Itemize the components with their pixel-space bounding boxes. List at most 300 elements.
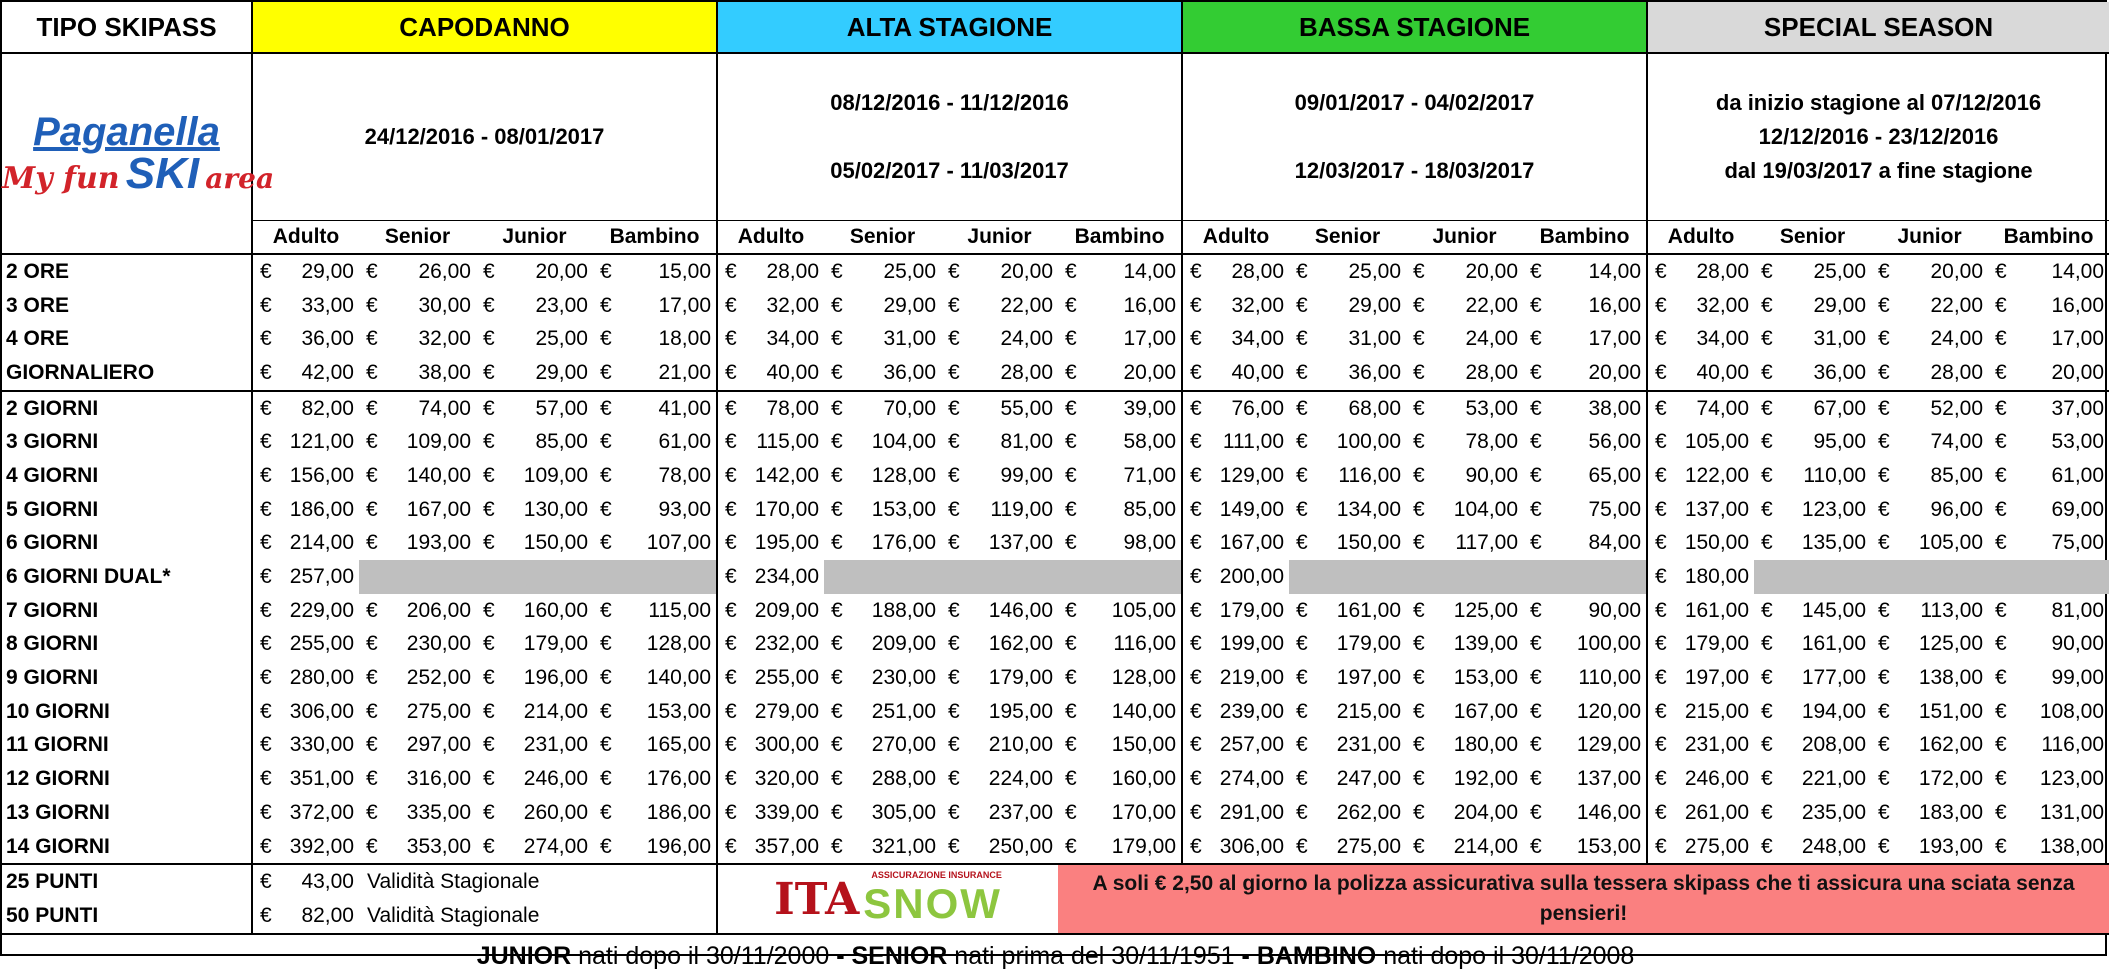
price-cell — [941, 493, 1058, 527]
price-value: 165,00 — [646, 733, 712, 757]
currency-symbol: € — [1065, 396, 1077, 420]
price-value: 231,00 — [523, 733, 588, 757]
price-value: 172,00 — [1918, 767, 1984, 791]
price-value: 109,00 — [523, 463, 588, 487]
price-cell — [1523, 830, 1647, 865]
price-value: 186,00 — [289, 497, 354, 521]
price-value: 123,00 — [1801, 497, 1867, 521]
currency-symbol: € — [725, 327, 737, 351]
footer-dash-1: - — [836, 942, 852, 971]
price-value: 177,00 — [1801, 666, 1867, 690]
price-value: 61,00 — [658, 430, 712, 454]
currency-symbol: € — [1065, 767, 1077, 791]
price-cell — [1871, 356, 1988, 391]
currency-symbol: € — [1065, 834, 1077, 858]
table-row — [2, 729, 2109, 763]
price-cell — [717, 391, 824, 426]
price-value: 231,00 — [1684, 733, 1750, 757]
itasnow-ita: ITA — [774, 873, 860, 925]
table-row — [2, 661, 2109, 695]
table-row — [2, 594, 2109, 628]
currency-symbol: € — [1655, 598, 1667, 622]
price-value: 81,00 — [2051, 598, 2105, 622]
price-value: 179,00 — [988, 666, 1054, 690]
price-cell — [1058, 729, 1182, 763]
currency-symbol: € — [1296, 463, 1308, 487]
price-value: 76,00 — [1231, 396, 1285, 420]
currency-symbol: € — [1761, 497, 1773, 521]
price-cell — [359, 459, 476, 493]
punti-price — [252, 864, 359, 899]
price-value: 22,00 — [1465, 293, 1519, 317]
row-label: 11 GIORNI — [6, 733, 109, 757]
price-cell — [1871, 661, 1988, 695]
price-value: 291,00 — [1219, 800, 1285, 824]
price-cell — [1406, 527, 1523, 561]
price-value: 130,00 — [523, 497, 588, 521]
currency-symbol: € — [1296, 430, 1308, 454]
price-value: 321,00 — [871, 834, 937, 858]
price-cell — [717, 830, 824, 865]
price-cell — [1523, 527, 1647, 561]
currency-symbol: € — [948, 293, 960, 317]
currency-symbol: € — [1296, 767, 1308, 791]
price-cell — [1289, 322, 1406, 356]
currency-symbol: € — [600, 598, 612, 622]
price-value: 85,00 — [1930, 463, 1984, 487]
price-cell — [941, 289, 1058, 323]
price-cell — [1289, 661, 1406, 695]
currency-symbol: € — [725, 632, 737, 656]
currency-symbol: € — [1878, 767, 1890, 791]
row-label: 12 GIORNI — [6, 767, 110, 791]
price-value: 100,00 — [1336, 430, 1402, 454]
currency-symbol: € — [600, 327, 612, 351]
price-cell — [1871, 594, 1988, 628]
currency-symbol: € — [1413, 327, 1425, 351]
price-value: 140,00 — [1111, 699, 1177, 723]
currency-symbol: € — [1878, 463, 1890, 487]
currency-symbol: € — [1878, 497, 1890, 521]
currency-symbol: € — [1190, 767, 1202, 791]
currency-symbol: € — [725, 767, 737, 791]
punti-price-value: 43,00 — [301, 870, 354, 894]
price-cell — [1406, 254, 1523, 289]
currency-symbol: € — [1995, 531, 2007, 555]
price-cell — [1289, 796, 1406, 830]
price-value: 128,00 — [871, 463, 937, 487]
currency-symbol: € — [1296, 834, 1308, 858]
price-cell — [1182, 459, 1289, 493]
currency-symbol: € — [1190, 327, 1202, 351]
price-value: 255,00 — [754, 666, 820, 690]
price-cell — [717, 493, 824, 527]
currency-symbol: € — [600, 632, 612, 656]
price-value: 214,00 — [523, 699, 588, 723]
price-cell — [717, 796, 824, 830]
price-cell — [1988, 493, 2109, 527]
price-cell — [1289, 729, 1406, 763]
table-row — [2, 322, 2109, 356]
price-cell — [252, 830, 359, 865]
price-cell — [1289, 254, 1406, 289]
price-cell — [1523, 391, 1647, 426]
price-cell — [1182, 560, 1289, 594]
currency-symbol: € — [1995, 259, 2007, 283]
price-cell — [1871, 459, 1988, 493]
price-cell — [717, 425, 824, 459]
currency-symbol: € — [1190, 666, 1202, 690]
currency-symbol: € — [831, 531, 843, 555]
season-bassa-header: BASSA STAGIONE — [1182, 2, 1647, 53]
price-value: 22,00 — [1930, 293, 1984, 317]
price-cell — [1058, 695, 1182, 729]
row-label: 4 ORE — [6, 327, 70, 351]
price-value: 32,00 — [766, 293, 820, 317]
table-row — [2, 628, 2109, 662]
currency-symbol: € — [1190, 598, 1202, 622]
price-cell — [252, 425, 359, 459]
price-cell — [1182, 356, 1289, 391]
price-value: 161,00 — [1684, 598, 1750, 622]
price-cell — [717, 628, 824, 662]
price-cell — [717, 594, 824, 628]
price-cell — [1988, 391, 2109, 426]
price-cell — [1647, 796, 1754, 830]
currency-symbol: € — [1065, 497, 1077, 521]
price-cell — [1289, 493, 1406, 527]
price-cell — [1058, 356, 1182, 391]
price-value: 180,00 — [1684, 565, 1750, 589]
price-cell — [1289, 391, 1406, 426]
price-cell — [359, 796, 476, 830]
price-cell — [1647, 661, 1754, 695]
price-value: 160,00 — [1111, 767, 1177, 791]
price-value: 90,00 — [1588, 598, 1642, 622]
currency-symbol: € — [1655, 360, 1667, 384]
currency-symbol: € — [1995, 834, 2007, 858]
price-value: 392,00 — [289, 834, 354, 858]
currency-symbol: € — [948, 598, 960, 622]
bassa-date-1: 09/01/2017 - 04/02/2017 — [1294, 90, 1535, 115]
price-cell — [1871, 796, 1988, 830]
price-cell — [1988, 356, 2109, 391]
currency-symbol: € — [1065, 293, 1077, 317]
price-cell — [1647, 594, 1754, 628]
row-label: 3 ORE — [6, 293, 70, 317]
price-cell — [1058, 661, 1182, 695]
table-row — [2, 527, 2109, 561]
price-value: 167,00 — [1453, 699, 1519, 723]
season-header-row — [2, 2, 2109, 53]
header-bassa-bambino: Bambino — [1523, 221, 1647, 255]
price-value: 250,00 — [988, 834, 1054, 858]
currency-symbol: € — [483, 430, 495, 454]
logo-area: area — [205, 161, 275, 195]
price-cell — [1647, 729, 1754, 763]
currency-symbol: € — [831, 733, 843, 757]
row-label: 5 GIORNI — [6, 497, 99, 521]
price-cell — [1871, 391, 1988, 426]
price-value: 85,00 — [535, 430, 588, 454]
row-label: 9 GIORNI — [6, 666, 99, 690]
currency-symbol: € — [1530, 360, 1542, 384]
punti-label: 25 PUNTI — [2, 864, 252, 899]
price-cell — [1523, 594, 1647, 628]
price-cell — [1058, 425, 1182, 459]
price-cell — [1058, 391, 1182, 426]
price-value: 305,00 — [871, 800, 937, 824]
currency-symbol: € — [1655, 396, 1667, 420]
price-value: 20,00 — [535, 259, 588, 283]
price-value: 24,00 — [1465, 327, 1519, 351]
price-value: 28,00 — [1231, 259, 1285, 283]
header-special-adulto: Adulto — [1647, 221, 1754, 255]
price-value: 153,00 — [646, 699, 712, 723]
currency-symbol: € — [1413, 259, 1425, 283]
price-value: 206,00 — [406, 598, 471, 622]
currency-symbol: € — [1296, 699, 1308, 723]
currency-symbol: € — [366, 531, 378, 555]
price-cell — [1754, 729, 1871, 763]
currency-symbol: € — [1655, 497, 1667, 521]
price-cell — [1406, 729, 1523, 763]
price-cell — [476, 729, 593, 763]
currency-symbol: € — [948, 531, 960, 555]
currency-symbol: € — [1761, 327, 1773, 351]
row-label: 10 GIORNI — [6, 699, 110, 723]
price-cell — [941, 527, 1058, 561]
currency-symbol: € — [1065, 463, 1077, 487]
currency-symbol: € — [260, 360, 272, 384]
price-value: 274,00 — [523, 834, 588, 858]
currency-symbol: € — [1413, 834, 1425, 858]
price-value: 183,00 — [1918, 800, 1984, 824]
currency-symbol: € — [948, 767, 960, 791]
price-cell — [476, 628, 593, 662]
price-cell — [1871, 527, 1988, 561]
header-bassa-junior: Junior — [1406, 221, 1523, 255]
price-cell — [1289, 289, 1406, 323]
currency-symbol: € — [948, 834, 960, 858]
itasnow-snow: SNOW — [863, 880, 1002, 928]
price-value: 105,00 — [1684, 430, 1750, 454]
capodanno-date-1: 24/12/2016 - 08/01/2017 — [364, 124, 605, 149]
currency-symbol: € — [948, 666, 960, 690]
price-cell — [1058, 796, 1182, 830]
currency-symbol: € — [1655, 327, 1667, 351]
currency-symbol: € — [1296, 666, 1308, 690]
price-value: 15,00 — [658, 259, 712, 283]
currency-symbol: € — [366, 327, 378, 351]
price-cell — [476, 695, 593, 729]
currency-symbol: € — [831, 598, 843, 622]
price-value: 85,00 — [1123, 497, 1177, 521]
price-value: 122,00 — [1684, 463, 1750, 487]
price-value: 21,00 — [658, 360, 712, 384]
price-value: 90,00 — [2051, 632, 2105, 656]
price-value: 257,00 — [1219, 733, 1285, 757]
price-value: 105,00 — [1918, 531, 1984, 555]
price-cell — [476, 594, 593, 628]
price-cell — [1754, 762, 1871, 796]
price-cell — [824, 391, 941, 426]
price-cell — [476, 254, 593, 289]
price-cell — [941, 356, 1058, 391]
currency-symbol: € — [366, 699, 378, 723]
currency-symbol: € — [260, 430, 272, 454]
price-cell — [941, 729, 1058, 763]
currency-symbol: € — [600, 463, 612, 487]
price-cell — [1406, 425, 1523, 459]
price-cell — [1988, 425, 2109, 459]
price-cell — [1523, 661, 1647, 695]
currency-symbol: € — [600, 360, 612, 384]
currency-symbol: € — [1530, 598, 1542, 622]
price-value: 69,00 — [2051, 497, 2105, 521]
price-value: 237,00 — [988, 800, 1054, 824]
price-value: 37,00 — [2051, 396, 2105, 420]
price-value: 40,00 — [1696, 360, 1750, 384]
alta-date-1: 08/12/2016 - 11/12/2016 — [830, 90, 1069, 115]
price-cell — [252, 729, 359, 763]
price-value: 18,00 — [658, 327, 712, 351]
price-cell — [1988, 628, 2109, 662]
price-cell — [476, 289, 593, 323]
currency-symbol: € — [948, 733, 960, 757]
price-cell — [252, 254, 359, 289]
price-cell — [1754, 695, 1871, 729]
currency-symbol: € — [1655, 834, 1667, 858]
logo-ski: SKI — [125, 148, 200, 198]
currency-symbol: € — [366, 396, 378, 420]
currency-symbol: € — [600, 497, 612, 521]
price-cell — [941, 661, 1058, 695]
price-value: 39,00 — [1123, 396, 1177, 420]
currency-symbol: € — [1878, 666, 1890, 690]
price-value: 204,00 — [1453, 800, 1519, 824]
currency-symbol: € — [725, 463, 737, 487]
price-cell — [359, 661, 476, 695]
price-cell — [1988, 289, 2109, 323]
price-value: 28,00 — [766, 259, 820, 283]
price-value: 234,00 — [754, 565, 820, 589]
currency-symbol: € — [1413, 396, 1425, 420]
price-cell — [941, 391, 1058, 426]
age-footnote — [2, 934, 2109, 978]
currency-symbol: € — [260, 293, 272, 317]
price-cell — [1754, 493, 1871, 527]
price-value: 257,00 — [289, 565, 354, 589]
price-cell — [476, 356, 593, 391]
price-value: 17,00 — [2051, 327, 2105, 351]
price-cell — [476, 493, 593, 527]
price-value: 68,00 — [1348, 396, 1402, 420]
currency-symbol: € — [366, 259, 378, 283]
price-value: 24,00 — [1930, 327, 1984, 351]
currency-symbol: € — [1413, 767, 1425, 791]
price-value: 33,00 — [301, 293, 354, 317]
currency-symbol: € — [1995, 463, 2007, 487]
currency-symbol: € — [1995, 767, 2007, 791]
price-value: 275,00 — [406, 699, 471, 723]
currency-symbol: € — [948, 259, 960, 283]
alta-date-gap — [718, 120, 1181, 154]
currency-symbol: € — [1413, 531, 1425, 555]
price-value: 246,00 — [523, 767, 588, 791]
bassa-date-gap — [1183, 120, 1646, 154]
footer-row — [2, 934, 2109, 978]
price-cell — [1058, 254, 1182, 289]
price-cell — [593, 661, 717, 695]
currency-symbol: € — [1413, 430, 1425, 454]
price-cell — [252, 762, 359, 796]
special-date-2: 12/12/2016 - 23/12/2016 — [1758, 124, 1999, 149]
price-cell — [593, 425, 717, 459]
price-value: 74,00 — [418, 396, 471, 420]
price-cell — [1523, 628, 1647, 662]
currency-symbol: € — [1296, 531, 1308, 555]
footer-junior-label: JUNIOR — [476, 942, 572, 971]
currency-symbol: € — [1413, 598, 1425, 622]
currency-symbol: € — [1655, 531, 1667, 555]
paganella-logo — [2, 109, 275, 198]
price-cell — [1523, 356, 1647, 391]
price-value: 22,00 — [1000, 293, 1054, 317]
table-row — [2, 459, 2109, 493]
currency-symbol: € — [1065, 327, 1077, 351]
price-cell — [1871, 628, 1988, 662]
header-bassa-adulto: Adulto — [1182, 221, 1289, 255]
price-value: 230,00 — [406, 632, 471, 656]
price-cell — [593, 729, 717, 763]
price-value: 123,00 — [2039, 767, 2105, 791]
price-cell — [717, 661, 824, 695]
currency-symbol: € — [366, 666, 378, 690]
price-cell — [824, 425, 941, 459]
price-cell — [476, 391, 593, 426]
price-cell — [252, 661, 359, 695]
price-cell — [1523, 762, 1647, 796]
price-cell — [1058, 628, 1182, 662]
price-value: 108,00 — [2039, 699, 2105, 723]
row-label: 2 ORE — [6, 259, 70, 283]
price-value: 38,00 — [1588, 396, 1642, 420]
price-value: 96,00 — [1930, 497, 1984, 521]
price-value: 53,00 — [2051, 430, 2105, 454]
currency-symbol: € — [483, 259, 495, 283]
price-value: 128,00 — [646, 632, 712, 656]
price-cell — [1182, 322, 1289, 356]
currency-symbol: € — [1761, 632, 1773, 656]
price-value: 140,00 — [646, 666, 712, 690]
currency-symbol: € — [1190, 733, 1202, 757]
price-cell — [593, 254, 717, 289]
price-value: 167,00 — [406, 497, 471, 521]
price-cell — [1754, 425, 1871, 459]
price-value: 55,00 — [1000, 396, 1054, 420]
price-cell — [1058, 762, 1182, 796]
price-cell — [1647, 762, 1754, 796]
price-value: 90,00 — [1465, 463, 1519, 487]
price-value: 297,00 — [406, 733, 471, 757]
price-cell — [252, 796, 359, 830]
price-value: 74,00 — [1696, 396, 1750, 420]
price-value: 32,00 — [418, 327, 471, 351]
currency-symbol: € — [1655, 800, 1667, 824]
price-value: 34,00 — [1696, 327, 1750, 351]
price-value: 31,00 — [1813, 327, 1867, 351]
